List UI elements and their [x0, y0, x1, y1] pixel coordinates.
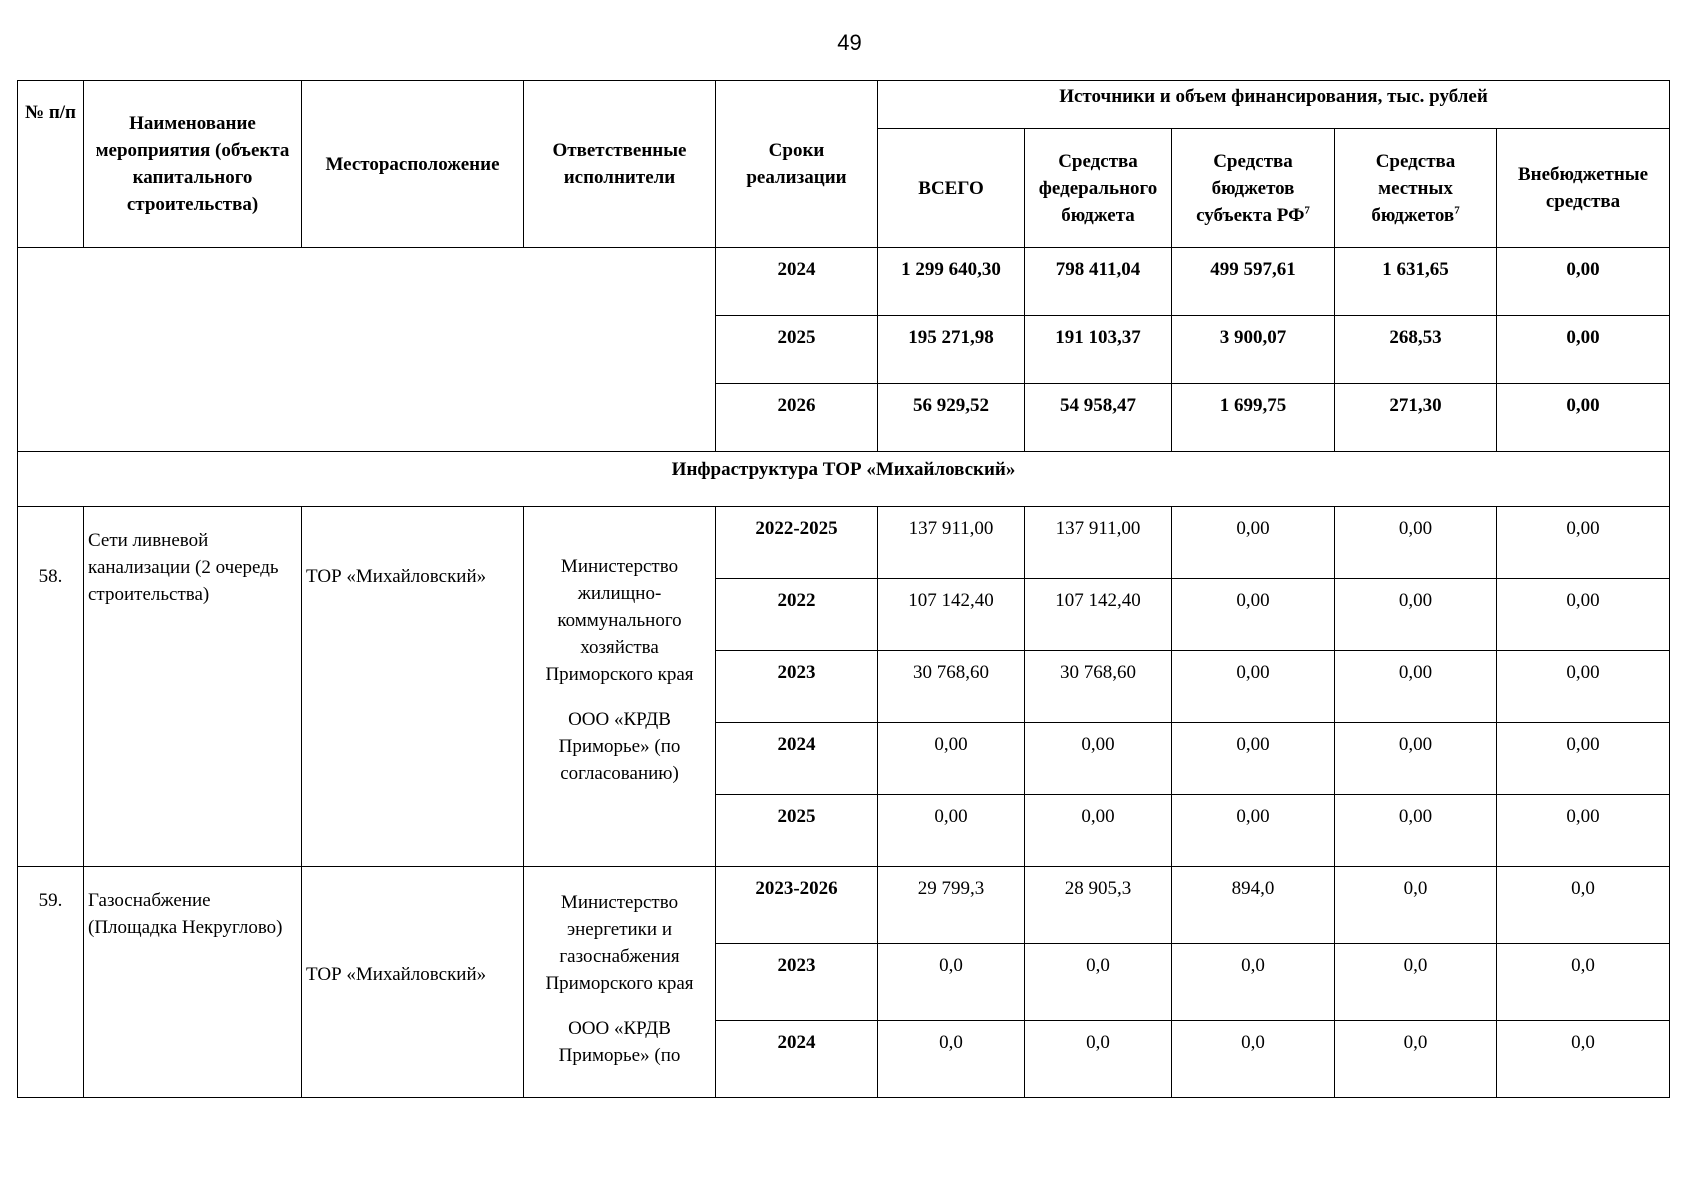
local-cell: 1 631,65 — [1335, 248, 1497, 316]
extra-cell: 0,0 — [1497, 867, 1670, 944]
header-local-text: Средства местных бюджетов — [1371, 150, 1456, 226]
local-cell: 0,0 — [1335, 944, 1497, 1021]
financing-table — [17, 80, 1670, 1098]
header-local — [1335, 129, 1497, 248]
total-cell: 0,00 — [878, 795, 1025, 867]
regional-cell: 0,00 — [1172, 723, 1335, 795]
extra-cell: 0,00 — [1497, 316, 1670, 384]
item-name: Сети ливневой канализации (2 очередь строительства) — [84, 507, 302, 867]
regional-cell: 0,00 — [1172, 795, 1335, 867]
total-cell: 107 142,40 — [878, 579, 1025, 651]
regional-cell: 0,00 — [1172, 579, 1335, 651]
header-no: № п/п — [18, 81, 84, 248]
header-regional — [1172, 129, 1335, 248]
header-sources: Источники и объем финансирования, тыс. рублей — [878, 81, 1670, 129]
year-cell: 2024 — [716, 1021, 878, 1098]
federal-cell: 0,00 — [1025, 795, 1172, 867]
local-cell: 0,00 — [1335, 579, 1497, 651]
local-cell: 0,0 — [1335, 867, 1497, 944]
item-number: 58. — [18, 507, 84, 867]
extra-cell: 0,00 — [1497, 384, 1670, 452]
extra-cell: 0,0 — [1497, 1021, 1670, 1098]
year-cell: 2023 — [716, 651, 878, 723]
regional-cell: 499 597,61 — [1172, 248, 1335, 316]
extra-cell: 0,00 — [1497, 579, 1670, 651]
federal-cell: 0,0 — [1025, 944, 1172, 1021]
extra-cell: 0,0 — [1497, 944, 1670, 1021]
section-row — [18, 452, 1670, 507]
executor-ministry: Министерство энергетики и газоснабжения Приморского края — [545, 892, 694, 994]
header-regional-footnote: 7 — [1304, 204, 1310, 217]
extra-cell: 0,00 — [1497, 795, 1670, 867]
total-cell: 0,0 — [878, 1021, 1025, 1098]
year-cell: 2024 — [716, 723, 878, 795]
regional-cell: 0,0 — [1172, 944, 1335, 1021]
regional-cell: 0,0 — [1172, 1021, 1335, 1098]
total-cell: 1 299 640,30 — [878, 248, 1025, 316]
total-cell: 29 799,3 — [878, 867, 1025, 944]
federal-cell: 191 103,37 — [1025, 316, 1172, 384]
regional-cell: 3 900,07 — [1172, 316, 1335, 384]
regional-cell: 1 699,75 — [1172, 384, 1335, 452]
table-row — [18, 867, 1670, 944]
item-executors — [524, 507, 716, 867]
item-location: ТОР «Михайловский» — [302, 507, 524, 867]
header-extra: Внебюджетные средства — [1497, 129, 1670, 248]
year-cell: 2023 — [716, 944, 878, 1021]
local-cell: 0,00 — [1335, 651, 1497, 723]
federal-cell: 798 411,04 — [1025, 248, 1172, 316]
header-total: ВСЕГО — [878, 129, 1025, 248]
carryover-blank — [18, 248, 716, 452]
year-cell: 2022 — [716, 579, 878, 651]
header-row-1 — [18, 81, 1670, 129]
federal-cell: 54 958,47 — [1025, 384, 1172, 452]
federal-cell: 0,0 — [1025, 1021, 1172, 1098]
item-name: Газоснабжение (Площадка Некруглово) — [84, 867, 302, 1098]
local-cell: 271,30 — [1335, 384, 1497, 452]
total-cell: 137 911,00 — [878, 507, 1025, 579]
federal-cell: 107 142,40 — [1025, 579, 1172, 651]
executor-company: ООО «КРДВ Приморье» (по — [558, 1018, 681, 1066]
total-cell: 56 929,52 — [878, 384, 1025, 452]
regional-cell: 0,00 — [1172, 507, 1335, 579]
table-row — [18, 507, 1670, 579]
total-cell: 30 768,60 — [878, 651, 1025, 723]
header-federal: Средства федерального бюджета — [1025, 129, 1172, 248]
extra-cell: 0,00 — [1497, 651, 1670, 723]
item-location: ТОР «Михайловский» — [302, 867, 524, 1098]
regional-cell: 0,00 — [1172, 651, 1335, 723]
header-executors: Ответственные исполнители — [524, 81, 716, 248]
table-row — [18, 248, 1670, 316]
section-title: Инфраструктура ТОР «Михайловский» — [18, 452, 1670, 507]
item-executors — [524, 867, 716, 1098]
local-cell: 0,00 — [1335, 795, 1497, 867]
year-cell: 2024 — [716, 248, 878, 316]
extra-cell: 0,00 — [1497, 723, 1670, 795]
executor-company: ООО «КРДВ Приморье» (по согласованию) — [558, 709, 681, 784]
federal-cell: 30 768,60 — [1025, 651, 1172, 723]
header-regional-text: Средства бюджетов субъекта РФ — [1196, 150, 1305, 226]
federal-cell: 137 911,00 — [1025, 507, 1172, 579]
year-cell: 2022-2025 — [716, 507, 878, 579]
header-name: Наименование мероприятия (объекта капитального строительства) — [84, 81, 302, 248]
local-cell: 268,53 — [1335, 316, 1497, 384]
item-number: 59. — [18, 867, 84, 1098]
year-cell: 2023-2026 — [716, 867, 878, 944]
header-location: Месторасположение — [302, 81, 524, 248]
federal-cell: 0,00 — [1025, 723, 1172, 795]
total-cell: 0,00 — [878, 723, 1025, 795]
header-local-footnote: 7 — [1454, 204, 1460, 217]
local-cell: 0,0 — [1335, 1021, 1497, 1098]
regional-cell: 894,0 — [1172, 867, 1335, 944]
header-terms: Сроки реализации — [716, 81, 878, 248]
extra-cell: 0,00 — [1497, 507, 1670, 579]
local-cell: 0,00 — [1335, 507, 1497, 579]
year-cell: 2025 — [716, 795, 878, 867]
year-cell: 2026 — [716, 384, 878, 452]
year-cell: 2025 — [716, 316, 878, 384]
extra-cell: 0,00 — [1497, 248, 1670, 316]
page-number: 49 — [837, 30, 862, 55]
executor-ministry: Министерство жилищно-коммунального хозяйства Приморского края — [545, 556, 694, 685]
total-cell: 195 271,98 — [878, 316, 1025, 384]
local-cell: 0,00 — [1335, 723, 1497, 795]
total-cell: 0,0 — [878, 944, 1025, 1021]
federal-cell: 28 905,3 — [1025, 867, 1172, 944]
